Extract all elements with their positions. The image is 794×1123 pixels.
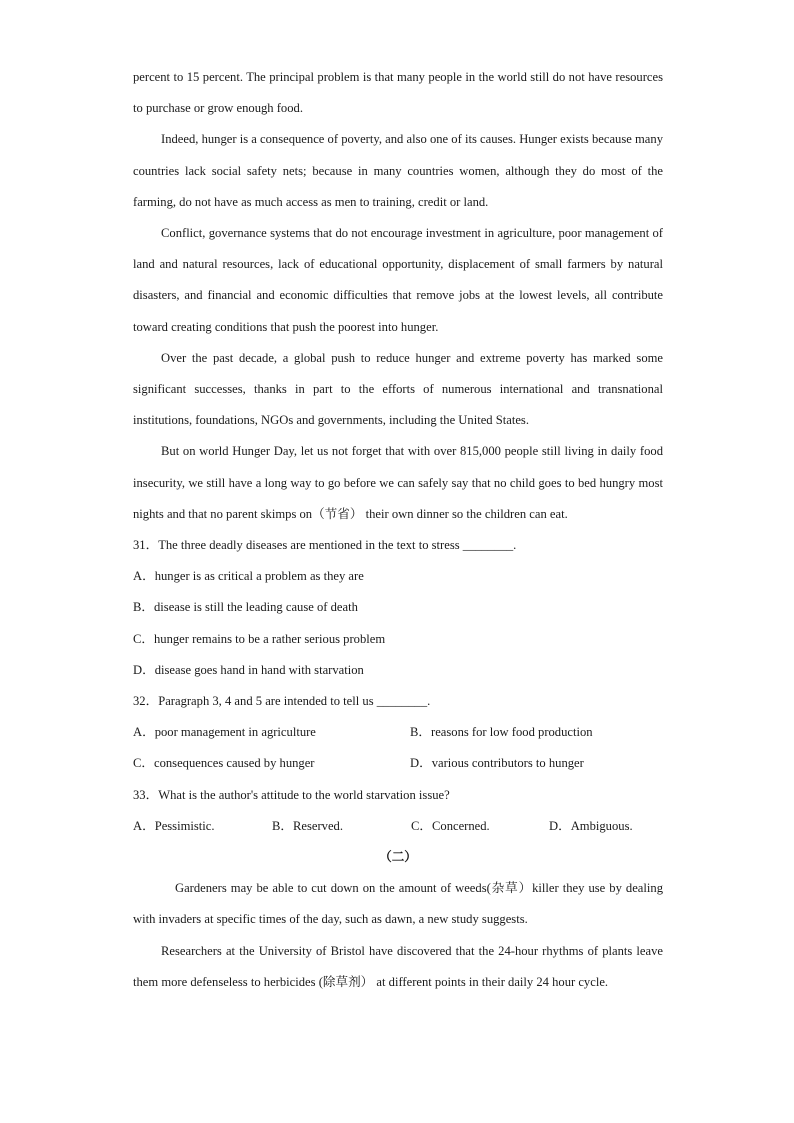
option-33-b: B．Reserved.	[272, 818, 343, 833]
option-31-d: D．disease goes hand in hand with starvation	[133, 662, 364, 677]
option-33-c: C．Concerned.	[411, 818, 490, 833]
options-32-row-2	[133, 748, 663, 779]
paragraph: But on world Hunger Day, let us not forget that with over 815,000 people still living in daily food insecurity, we still have a long way to go before we can safely say that no child goes to bed hungry most nights and that no parent skimps on（节省） their own dinner so the children can eat.	[133, 444, 663, 521]
option-33-a: A．Pessimistic.	[133, 818, 215, 833]
option-32-c: C．consequences caused by hunger	[133, 756, 315, 771]
paragraph: Indeed, hunger is a consequence of poverty, and also one of its causes. Hunger exists because many countries lack social safety nets; because in many countries women, although they do most of the farming, do not have as much access as men to training, credit or land.	[133, 132, 663, 209]
paragraph: percent to 15 percent. The principal problem is that many people in the world still do not have resources to purchase or grow enough food.	[133, 70, 663, 116]
paragraph: Over the past decade, a global push to reduce hunger and extreme poverty has marked some significant successes, thanks in part to the efforts of numerous international and transnational institutions, foundations, NGOs and governments, including the United States.	[133, 350, 663, 428]
paragraph: Gardeners may be able to cut down on the amount of weeds(杂草）killer they use by dealing with invaders at specific times of the day, such as dawn, a new study suggests.	[133, 881, 663, 927]
option-31-c: C．hunger remains to be a rather serious problem	[133, 631, 386, 646]
document-page	[133, 62, 663, 998]
question-33-stem: 33．What is the author's attitude to the world starvation issue?	[133, 787, 450, 802]
option-32-a: A．poor management in agriculture	[133, 725, 316, 740]
option-33-d: D．Ambiguous.	[549, 818, 633, 833]
question-32-stem: 32．Paragraph 3, 4 and 5 are intended to tell us ________.	[133, 694, 431, 709]
option-32-b: B．reasons for low food production	[410, 725, 593, 740]
options-32-row-1	[133, 717, 663, 748]
paragraph: Conflict, governance systems that do not encourage investment in agriculture, poor management of land and natural resources, lack of educational opportunity, displacement of small farmers by natural disasters, and financial and economic difficulties that remove jobs at the lowest levels, all contribute toward creating conditions that push the poorest into hunger.	[133, 226, 663, 334]
paragraph: Researchers at the University of Bristol have discovered that the 24-hour rhythms of plants leave them more defenseless to herbicides (除草剂） at different points in their daily 24 hour cycle.	[133, 943, 663, 989]
option-32-d: D．various contributors to hunger	[410, 756, 584, 771]
question-31-stem: 31．The three deadly diseases are mentioned in the text to stress ________.	[133, 538, 517, 553]
option-31-a: A．hunger is as critical a problem as they are	[133, 569, 364, 584]
option-31-b: B．disease is still the leading cause of death	[133, 600, 358, 615]
section-heading: （二）	[379, 850, 417, 865]
options-33-row	[133, 811, 663, 842]
